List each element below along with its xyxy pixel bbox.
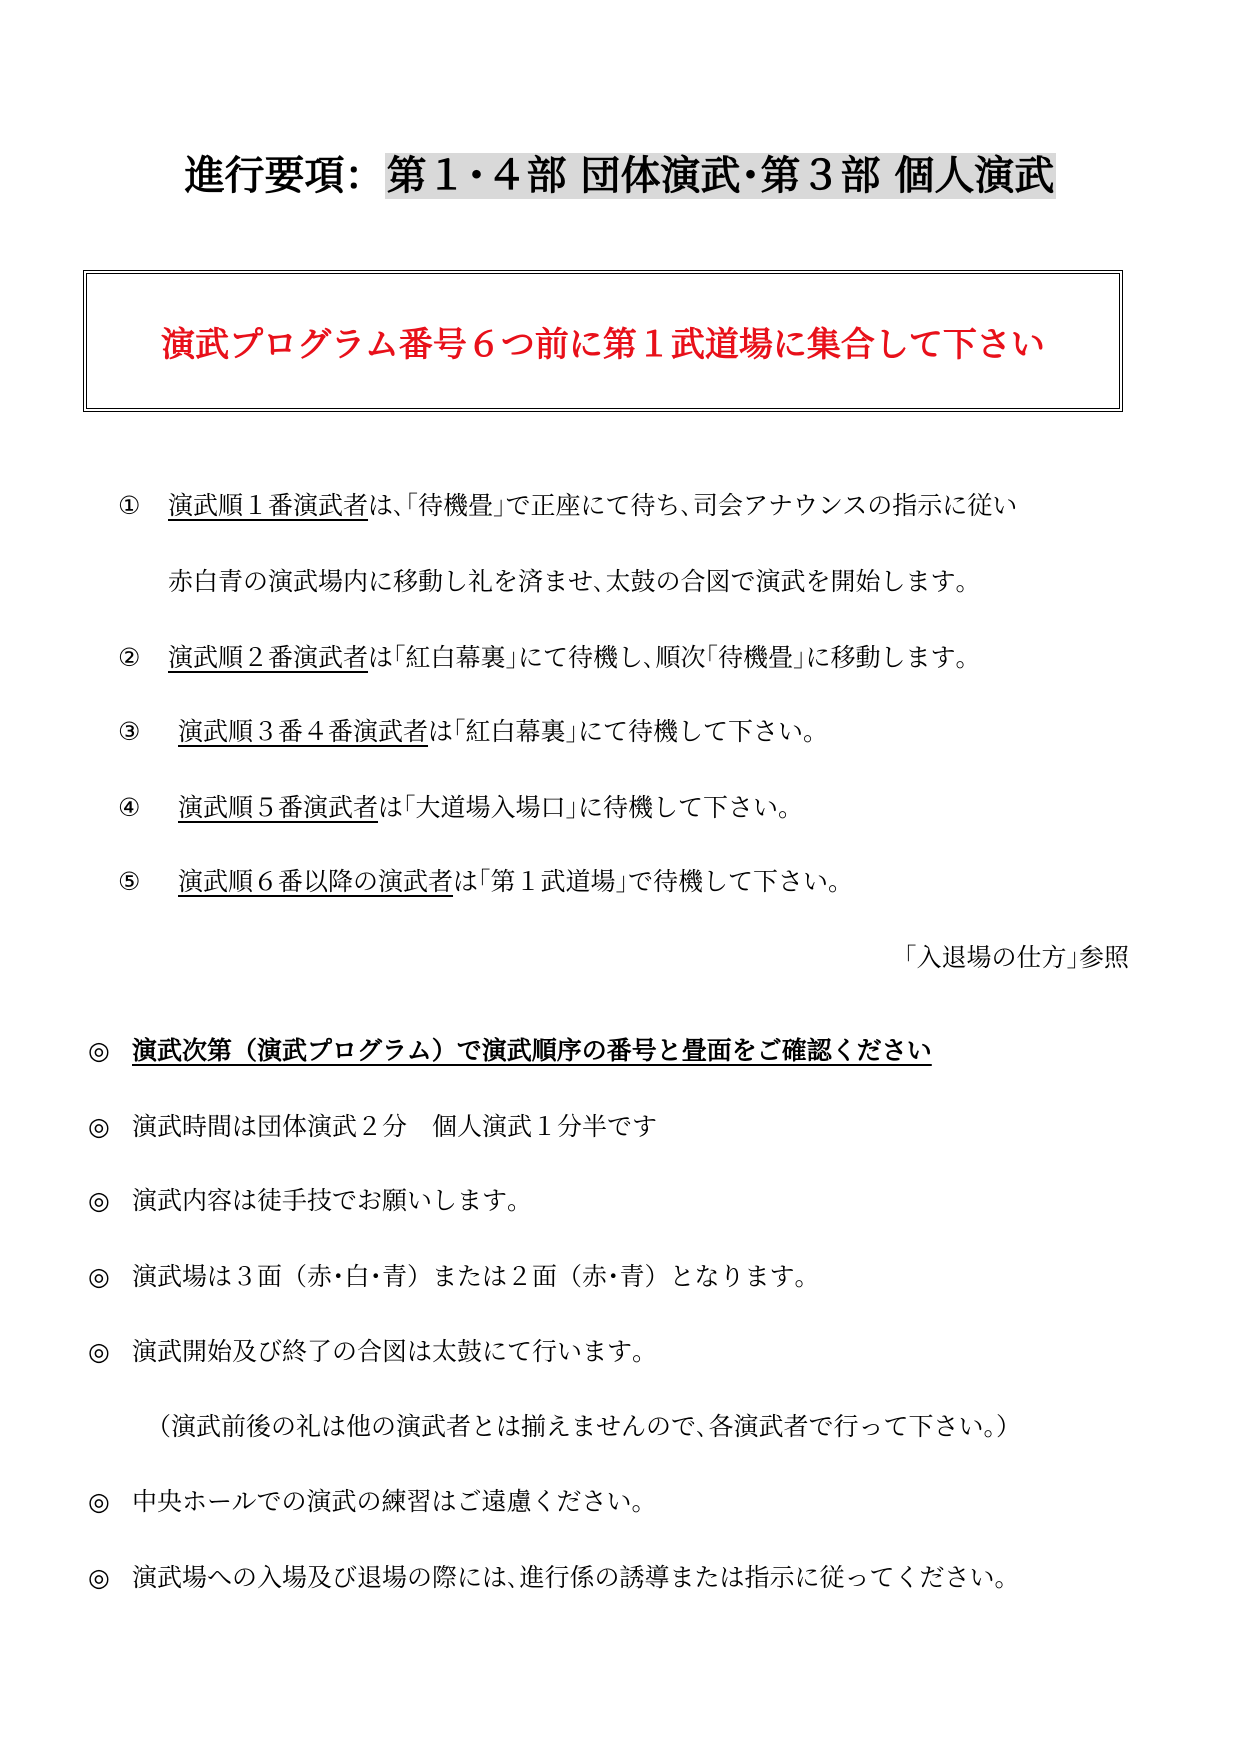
- double-circle-icon: ◎: [88, 1112, 110, 1141]
- double-circle-icon: ◎: [88, 1487, 110, 1516]
- title-highlight: 第１･４部 団体演武･第３部 個人演武: [386, 153, 1055, 199]
- double-circle-icon: ◎: [88, 1563, 110, 1592]
- note-2: [88, 1107, 657, 1147]
- note-text: 演武内容は徒手技でお願いします｡: [132, 1186, 520, 1215]
- step-number: ④: [118, 793, 141, 822]
- note-7: [88, 1558, 1007, 1598]
- note-text: 演武次第（演武プログラム）で演武順序の番号と畳面をご確認ください: [132, 1036, 932, 1065]
- step-lead: 演武順６番以降の演武者: [178, 867, 454, 896]
- note-5: [88, 1332, 645, 1372]
- note-text: 演武場への入場及び退場の際には､進行係の誘導または指示に従ってください｡: [132, 1563, 1008, 1592]
- step-5: [118, 862, 841, 902]
- notice-box: [83, 270, 1123, 412]
- step-1-continuation: 赤白青の演武場内に移動し礼を済ませ､太鼓の合図で演武を開始します｡: [168, 567, 969, 596]
- step-number: ①: [118, 491, 141, 520]
- step-text: は｢紅白幕裏｣にて待機し､順次｢待機畳｣に移動します｡: [368, 643, 969, 672]
- note-text: 演武場は３面（赤･白･青）または２面（赤･青）となります｡: [132, 1262, 808, 1291]
- step-3: [118, 712, 816, 752]
- step-lead: 演武順１番演武者: [168, 491, 369, 520]
- double-circle-icon: ◎: [88, 1186, 110, 1215]
- step-number: ⑤: [118, 867, 141, 896]
- step-text: は｢大道場入場口｣に待機して下さい｡: [378, 793, 791, 822]
- note-4: [88, 1257, 807, 1297]
- double-circle-icon: ◎: [88, 1337, 110, 1366]
- double-circle-icon: ◎: [88, 1262, 110, 1291]
- note-1: [88, 1031, 932, 1071]
- step-number: ②: [118, 643, 141, 672]
- note-text: 中央ホールでの演武の練習はご遠慮ください｡: [132, 1487, 645, 1516]
- notice-text: 演武プログラム番号６つ前に第１武道場に集合して下さい: [161, 324, 1045, 365]
- step-4: [118, 788, 791, 828]
- note-text: 演武開始及び終了の合図は太鼓にて行います｡: [132, 1337, 645, 1366]
- step-lead: 演武順２番演武者: [168, 643, 369, 672]
- step-text: は｢第１武道場｣で待機して下さい｡: [453, 867, 841, 896]
- note-5-subnote: （演武前後の礼は他の演武者とは揃えませんので､各演武者で行って下さい｡）: [146, 1412, 1022, 1441]
- step-text: は､｢待機畳｣で正座にて待ち､司会アナウンスの指示に従い: [368, 491, 1018, 520]
- step-1: [118, 486, 1017, 526]
- step-number: ③: [118, 717, 141, 746]
- page-title: [0, 138, 1241, 214]
- step-lead: 演武順３番４番演武者: [178, 717, 429, 746]
- note-3: [88, 1181, 520, 1221]
- title-prefix: 進行要項：: [184, 153, 385, 199]
- reference-note: ｢入退場の仕方｣参照: [903, 943, 1129, 972]
- step-text: は｢紅白幕裏｣にて待機して下さい｡: [428, 717, 816, 746]
- step-2: [118, 638, 968, 678]
- note-6: [88, 1482, 644, 1522]
- note-text: 演武時間は団体演武２分 個人演武１分半です: [132, 1112, 658, 1141]
- double-circle-icon: ◎: [88, 1036, 110, 1065]
- step-lead: 演武順５番演武者: [178, 793, 379, 822]
